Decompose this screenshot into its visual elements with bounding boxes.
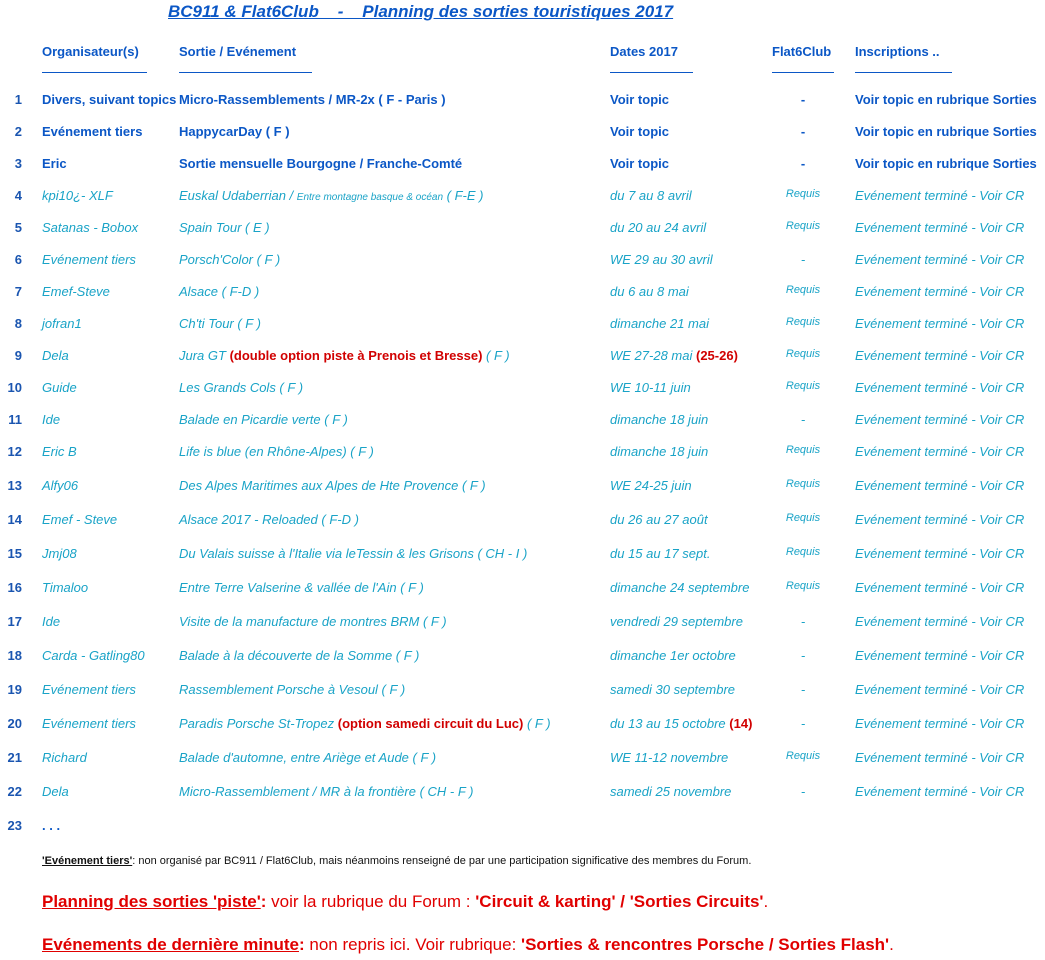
flat6club-cell: -: [800, 648, 806, 663]
dates-cell: [610, 444, 708, 459]
flat6club-cell: -: [800, 156, 806, 171]
inscriptions-cell: Evénement terminé - Voir CR: [855, 380, 1025, 395]
note-end: .: [889, 935, 894, 954]
header-flat6club: Flat6Club: [772, 44, 832, 59]
sortie-country: ( F ): [486, 348, 510, 363]
dates-cell: [610, 512, 708, 527]
dates-cell: [610, 380, 691, 395]
inscriptions-cell: Voir topic en rubrique Sorties: [855, 92, 1037, 107]
table-row: [0, 716, 1045, 738]
flat6club-cell: Requis: [785, 478, 821, 490]
row-number: 20: [7, 716, 22, 731]
row-number: 17: [7, 614, 22, 629]
organisateur-cell: Timaloo: [42, 580, 89, 595]
organisateur-cell: Carda - Gatling80: [42, 648, 145, 663]
sortie-text: Spain Tour ( E ): [179, 220, 270, 235]
row-number: 7: [14, 284, 22, 299]
sortie-cell: [179, 512, 359, 527]
flat6club-cell: Requis: [785, 380, 821, 392]
dates-text: du 6 au 8 mai: [610, 284, 689, 299]
dates-cell: [610, 750, 728, 765]
note-last-minute-quoted: 'Sorties & rencontres Porsche / Sorties Flash': [521, 935, 890, 954]
organisateur-cell: Evénement tiers: [42, 682, 136, 697]
sortie-country: ( F ): [526, 716, 551, 731]
sortie-text: Visite de la manufacture de montres BRM ( F ): [179, 614, 447, 629]
dates-cell: [610, 412, 708, 427]
row-number: 18: [7, 648, 22, 663]
organisateur-cell: Divers, suivant topics: [42, 92, 177, 107]
inscriptions-cell: Evénement terminé - Voir CR: [855, 546, 1025, 561]
row-number: 8: [14, 316, 22, 331]
dates-text: dimanche 18 juin: [610, 412, 709, 427]
flat6club-cell: Requis: [785, 512, 821, 524]
inscriptions-cell: Evénement terminé - Voir CR: [855, 716, 1025, 731]
inscriptions-cell: Evénement terminé - Voir CR: [855, 648, 1025, 663]
dates-cell: [610, 92, 669, 107]
header-organisateur: Organisateur(s): [42, 44, 139, 59]
inscriptions-cell: Evénement terminé - Voir CR: [855, 750, 1025, 765]
flat6club-cell: -: [800, 716, 806, 731]
sortie-text: Porsch'Color ( F ): [179, 252, 281, 267]
sortie-cell: [179, 124, 290, 139]
sortie-text: HappycarDay ( F ): [179, 124, 290, 139]
header-underline: [772, 72, 834, 73]
inscriptions-cell: Evénement terminé - Voir CR: [855, 316, 1025, 331]
sortie-subtitle: Entre montagne basque & océan: [296, 192, 444, 203]
organisateur-cell: kpi10¿- XLF: [42, 188, 113, 203]
organisateur-cell: . . .: [42, 818, 61, 833]
dates-text: samedi 30 septembre: [610, 682, 736, 697]
row-number: 11: [8, 412, 22, 427]
flat6club-cell: Requis: [785, 316, 821, 328]
sortie-text: Alsace ( F-D ): [179, 284, 260, 299]
sortie-cell: [179, 316, 261, 331]
row-number: 13: [7, 478, 22, 493]
sortie-text: Balade à la découverte de la Somme ( F ): [179, 648, 420, 663]
sortie-cell: [179, 580, 424, 595]
sortie-text: Micro-Rassemblements / MR-2x ( F - Paris ): [179, 92, 446, 107]
organisateur-cell: Evénement tiers: [42, 252, 136, 267]
inscriptions-cell: Evénement terminé - Voir CR: [855, 188, 1025, 203]
dates-text: WE 27-28 mai: [610, 348, 693, 363]
inscriptions-cell: Voir topic en rubrique Sorties: [855, 156, 1037, 171]
table-row: [0, 546, 1045, 568]
dates-cell: [610, 682, 735, 697]
header-dates: Dates 2017: [610, 44, 678, 59]
table-row: [0, 784, 1045, 806]
organisateur-cell: Eric B: [42, 444, 77, 459]
row-number: 16: [7, 580, 22, 595]
inscriptions-cell: Evénement terminé - Voir CR: [855, 444, 1025, 459]
inscriptions-cell: Evénement terminé - Voir CR: [855, 348, 1025, 363]
sortie-text: Balade d'automne, entre Ariège et Aude ( F ): [179, 750, 437, 765]
sortie-cell: [179, 380, 303, 395]
dates-text: Voir topic: [610, 124, 669, 139]
inscriptions-cell: Evénement terminé - Voir CR: [855, 512, 1025, 527]
flat6club-cell: Requis: [785, 284, 821, 296]
note-end: .: [763, 892, 769, 911]
table-row: [0, 284, 1045, 306]
dates-cell: [610, 348, 738, 363]
flat6club-cell: -: [800, 412, 806, 427]
dates-text: WE 24-25 juin: [610, 478, 692, 493]
dates-cell: [610, 220, 706, 235]
flat6club-cell: Requis: [785, 220, 821, 232]
table-row: [0, 220, 1045, 242]
dates-text: WE 11-12 novembre: [610, 750, 729, 765]
note-last-minute-key: Evénements de dernière minute: [42, 935, 299, 954]
page-title: BC911 & Flat6Club - Planning des sorties touristiques 2017: [168, 2, 674, 21]
dates-text: samedi 25 novembre: [610, 784, 732, 799]
dates-cell: [610, 188, 692, 203]
row-number: 5: [14, 220, 22, 235]
table-row: [0, 682, 1045, 704]
flat6club-cell: Requis: [785, 580, 821, 592]
organisateur-cell: Jmj08: [42, 546, 77, 561]
inscriptions-cell: Evénement terminé - Voir CR: [855, 220, 1025, 235]
sortie-cell: [179, 284, 259, 299]
organisateur-cell: Eric: [42, 156, 67, 171]
header-underline: [855, 72, 952, 73]
organisateur-cell: Ide: [42, 412, 61, 427]
dates-cell: [610, 648, 736, 663]
sortie-text: Micro-Rassemblement / MR à la frontière ( CH - F ): [179, 784, 474, 799]
dates-cell: [610, 614, 743, 629]
organisateur-cell: Emef-Steve: [42, 284, 110, 299]
sortie-text: Du Valais suisse à l'Italie via leTessin & les Grisons ( CH - I ): [179, 546, 528, 561]
sortie-text: Paradis Porsche St-Tropez: [179, 716, 335, 731]
sortie-text: Entre Terre Valserine & vallée de l'Ain ( F ): [179, 580, 424, 595]
table-row: [0, 412, 1045, 434]
sortie-cell: [179, 648, 419, 663]
dates-text: WE 29 au 30 avril: [610, 252, 713, 267]
sortie-cell: [179, 444, 374, 459]
table-row: [0, 818, 1045, 840]
inscriptions-cell: Evénement terminé - Voir CR: [855, 478, 1025, 493]
inscriptions-cell: Evénement terminé - Voir CR: [855, 284, 1025, 299]
sortie-cell: [179, 348, 510, 363]
dates-option: (25-26): [696, 348, 738, 363]
flat6club-cell: -: [800, 252, 806, 267]
inscriptions-cell: Evénement terminé - Voir CR: [855, 682, 1025, 697]
row-number: 6: [14, 252, 22, 267]
organisateur-cell: Richard: [42, 750, 87, 765]
row-number: 23: [7, 818, 22, 833]
dates-cell: [610, 546, 710, 561]
dates-option: (14): [729, 716, 753, 731]
sortie-text: Life is blue (en Rhône-Alpes) ( F ): [179, 444, 374, 459]
table-row: [0, 444, 1045, 466]
flat6club-cell: -: [800, 784, 806, 799]
sortie-text: Sortie mensuelle Bourgogne / Franche-Comté: [179, 156, 463, 171]
sortie-option: (double option piste à Prenois et Bresse): [229, 348, 483, 363]
footnote: [42, 855, 751, 867]
row-number: 2: [14, 124, 22, 139]
dates-text: du 7 au 8 avril: [610, 188, 692, 203]
row-number: 12: [7, 444, 22, 459]
table-row: [0, 92, 1045, 114]
flat6club-cell: Requis: [785, 348, 821, 360]
organisateur-cell: Alfy06: [42, 478, 79, 493]
note-sep: :: [260, 892, 267, 911]
dates-text: du 15 au 17 sept.: [610, 546, 711, 561]
row-number: 3: [14, 156, 22, 171]
sortie-cell: [179, 716, 551, 731]
flat6club-cell: -: [800, 124, 806, 139]
sortie-option: (option samedi circuit du Luc): [337, 716, 524, 731]
dates-text: WE 10-11 juin: [610, 380, 691, 395]
sortie-text: Des Alpes Maritimes aux Alpes de Hte Provence ( F ): [179, 478, 486, 493]
table-row: [0, 478, 1045, 500]
flat6club-cell: Requis: [785, 444, 821, 456]
sortie-text: Ch'ti Tour ( F ): [179, 316, 261, 331]
sortie-country: ( F-E ): [446, 188, 484, 203]
note-piste-key: Planning des sorties 'piste': [42, 892, 261, 911]
table-row: [0, 380, 1045, 402]
inscriptions-cell: Voir topic en rubrique Sorties: [855, 124, 1037, 139]
table-row: [0, 648, 1045, 670]
dates-cell: [610, 784, 731, 799]
header-sortie: Sortie / Evénement: [179, 44, 297, 59]
dates-cell: [610, 716, 752, 731]
sortie-cell: [179, 784, 474, 799]
note-piste-quoted: 'Circuit & karting' / 'Sorties Circuits': [475, 892, 764, 911]
table-row: [0, 124, 1045, 146]
note-piste-text: voir la rubrique du Forum :: [266, 892, 476, 911]
inscriptions-cell: Evénement terminé - Voir CR: [855, 614, 1025, 629]
organisateur-cell: Dela: [42, 784, 69, 799]
dates-cell: [610, 580, 749, 595]
footnote-key: 'Evénement tiers': [42, 855, 133, 867]
dates-cell: [610, 156, 669, 171]
row-number: 10: [7, 380, 22, 395]
sortie-cell: [179, 412, 348, 427]
table-row: [0, 614, 1045, 636]
inscriptions-cell: Evénement terminé - Voir CR: [855, 784, 1025, 799]
dates-text: du 13 au 15 octobre: [610, 716, 726, 731]
organisateur-cell: Emef - Steve: [42, 512, 118, 527]
note-last-minute: [42, 935, 894, 955]
table-row: [0, 512, 1045, 534]
flat6club-cell: -: [800, 682, 806, 697]
flat6club-cell: Requis: [785, 750, 821, 762]
sortie-cell: [179, 750, 436, 765]
table-row: [0, 750, 1045, 772]
dates-text: Voir topic: [610, 156, 669, 171]
sortie-text: Balade en Picardie verte ( F ): [179, 412, 348, 427]
note-sep: :: [298, 935, 305, 954]
sortie-cell: [179, 614, 447, 629]
table-row: [0, 316, 1045, 338]
dates-cell: [610, 316, 709, 331]
inscriptions-cell: Evénement terminé - Voir CR: [855, 252, 1025, 267]
table-row: [0, 156, 1045, 178]
sortie-text: Les Grands Cols ( F ): [179, 380, 304, 395]
table-row: [0, 188, 1045, 210]
organisateur-cell: Guide: [42, 380, 77, 395]
dates-text: du 26 au 27 août: [610, 512, 708, 527]
dates-text: vendredi 29 septembre: [610, 614, 743, 629]
note-last-minute-text: non repris ici. Voir rubrique:: [304, 935, 522, 954]
sortie-cell: [179, 546, 527, 561]
dates-text: dimanche 1er octobre: [610, 648, 736, 663]
sortie-text: Euskal Udaberrian /: [179, 188, 294, 203]
table-row: [0, 252, 1045, 274]
inscriptions-cell: Evénement terminé - Voir CR: [855, 580, 1025, 595]
sortie-cell: [179, 188, 483, 203]
dates-text: Voir topic: [610, 92, 669, 107]
row-number: 22: [7, 784, 22, 799]
row-number: 15: [7, 546, 22, 561]
sortie-cell: [179, 682, 405, 697]
flat6club-cell: -: [800, 614, 806, 629]
dates-cell: [610, 284, 689, 299]
sortie-cell: [179, 252, 280, 267]
header-inscriptions: Inscriptions ..: [855, 44, 940, 59]
table-row: [0, 348, 1045, 370]
sortie-text: Rassemblement Porsche à Vesoul ( F ): [179, 682, 406, 697]
row-number: 1: [14, 92, 22, 107]
dates-text: du 20 au 24 avril: [610, 220, 707, 235]
organisateur-cell: jofran1: [42, 316, 82, 331]
footnote-text: : non organisé par BC911 / Flat6Club, mais néanmoins renseigné de par une participation significative des membres du Forum.: [132, 855, 752, 867]
header-underline: [42, 72, 147, 73]
sortie-cell: [179, 156, 462, 171]
organisateur-cell: Satanas - Bobox: [42, 220, 139, 235]
row-number: 19: [7, 682, 22, 697]
table-row: [0, 580, 1045, 602]
inscriptions-cell: Evénement terminé - Voir CR: [855, 412, 1025, 427]
dates-text: dimanche 21 mai: [610, 316, 709, 331]
organisateur-cell: Evénement tiers: [42, 716, 136, 731]
organisateur-cell: Dela: [42, 348, 69, 363]
sortie-cell: [179, 220, 270, 235]
dates-cell: [610, 252, 713, 267]
organisateur-cell: Ide: [42, 614, 61, 629]
dates-cell: [610, 478, 692, 493]
dates-text: dimanche 18 juin: [610, 444, 709, 459]
flat6club-cell: -: [800, 92, 806, 107]
flat6club-cell: Requis: [785, 546, 821, 558]
sortie-cell: [179, 478, 486, 493]
sortie-text: Alsace 2017 - Reloaded ( F-D ): [179, 512, 359, 527]
row-number: 9: [14, 348, 22, 363]
dates-text: dimanche 24 septembre: [610, 580, 750, 595]
organisateur-cell: Evénement tiers: [42, 124, 143, 139]
row-number: 21: [7, 750, 22, 765]
sortie-text: Jura GT: [179, 348, 226, 363]
note-piste: [42, 892, 768, 912]
flat6club-cell: Requis: [785, 188, 821, 200]
header-underline: [610, 72, 693, 73]
sortie-cell: [179, 92, 446, 107]
row-number: 14: [7, 512, 22, 527]
row-number: 4: [14, 188, 22, 203]
dates-cell: [610, 124, 669, 139]
header-underline: [179, 72, 312, 73]
